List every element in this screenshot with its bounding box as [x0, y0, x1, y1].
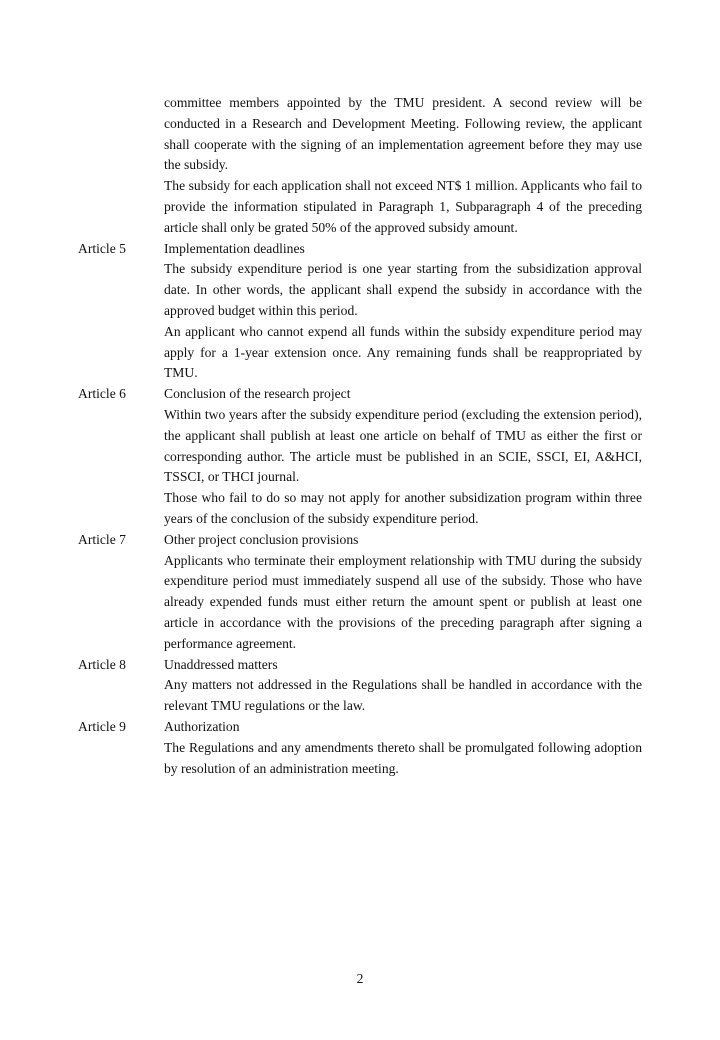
document-body: [78, 93, 642, 779]
article-6-heading: Conclusion of the research project: [164, 386, 351, 402]
article-5-label: Article 5: [78, 240, 126, 256]
article-8-heading: Unaddressed matters: [164, 656, 278, 672]
article-6-paragraph-2: Those who fail to do so may not apply for another subsidization program within three years of the conclusion of the subsidy expenditure period.: [164, 490, 642, 526]
article-7-label: Article 7: [78, 531, 126, 547]
article-9-label: Article 9: [78, 718, 126, 734]
continuation-paragraph-2: The subsidy for each application shall not exceed NT$ 1 million. Applicants who fail to provide the information stipulated in Paragraph 1, Subparagraph 4 of the preceding article shall only be grated 50% of the approved subsidy amount.: [164, 178, 642, 235]
article-9-heading: Authorization: [164, 718, 240, 734]
article-6-paragraph-1: Within two years after the subsidy expenditure period (excluding the extension period), the applicant shall publish at least one article on behalf of TMU as either the first or corresponding author. The article must be published in an SCIE, SSCI, EI, A&HCI, TSSCI, or THCI journal.: [164, 406, 642, 485]
article-8-label: Article 8: [78, 656, 126, 672]
article-5-content: [164, 239, 642, 385]
article-7-paragraph-1: Applicants who terminate their employment relationship with TMU during the subsidy expenditure period must immediately suspend all use of the subsidy. Those who have already expended funds must either return the amount spent or publish at least one article in accordance with the provisions of the preceding paragraph after signing a performance agreement.: [164, 552, 642, 651]
article-5-heading: Implementation deadlines: [164, 240, 305, 256]
article-8: [78, 655, 642, 717]
continuation-paragraph-1: committee members appointed by the TMU president. A second review will be conducted in a Research and Development Meeting. Following review, the applicant shall cooperate with the signing of an implementation agreement before they may use the subsidy.: [164, 95, 642, 173]
article-5-paragraph-1: The subsidy expenditure period is one year starting from the subsidization approval date. In other words, the applicant shall expend the subsidy in accordance with the approved budget within this period.: [164, 261, 642, 318]
article-9: [78, 717, 642, 779]
article-7: [78, 530, 642, 655]
article-6-label: Article 6: [78, 386, 126, 402]
article-7-content: [164, 530, 642, 655]
continuation-block: [78, 93, 642, 239]
continuation-content: [164, 93, 642, 239]
article-5: [78, 239, 642, 385]
article-8-paragraph-1: Any matters not addressed in the Regulations shall be handled in accordance with the relevant TMU regulations or the law.: [164, 677, 642, 714]
article-9-paragraph-1: The Regulations and any amendments thereto shall be promulgated following adoption by resolution of an administration meeting.: [164, 739, 642, 776]
article-8-content: [164, 655, 642, 717]
article-6: [78, 384, 642, 530]
article-7-heading: Other project conclusion provisions: [164, 531, 359, 547]
page-number: 2: [356, 971, 364, 986]
article-9-content: [164, 717, 642, 779]
article-5-paragraph-2: An applicant who cannot expend all funds within the subsidy expenditure period may apply for a 1-year extension once. Any remaining funds shall be reappropriated by TMU.: [164, 323, 642, 381]
article-6-content: [164, 384, 642, 530]
